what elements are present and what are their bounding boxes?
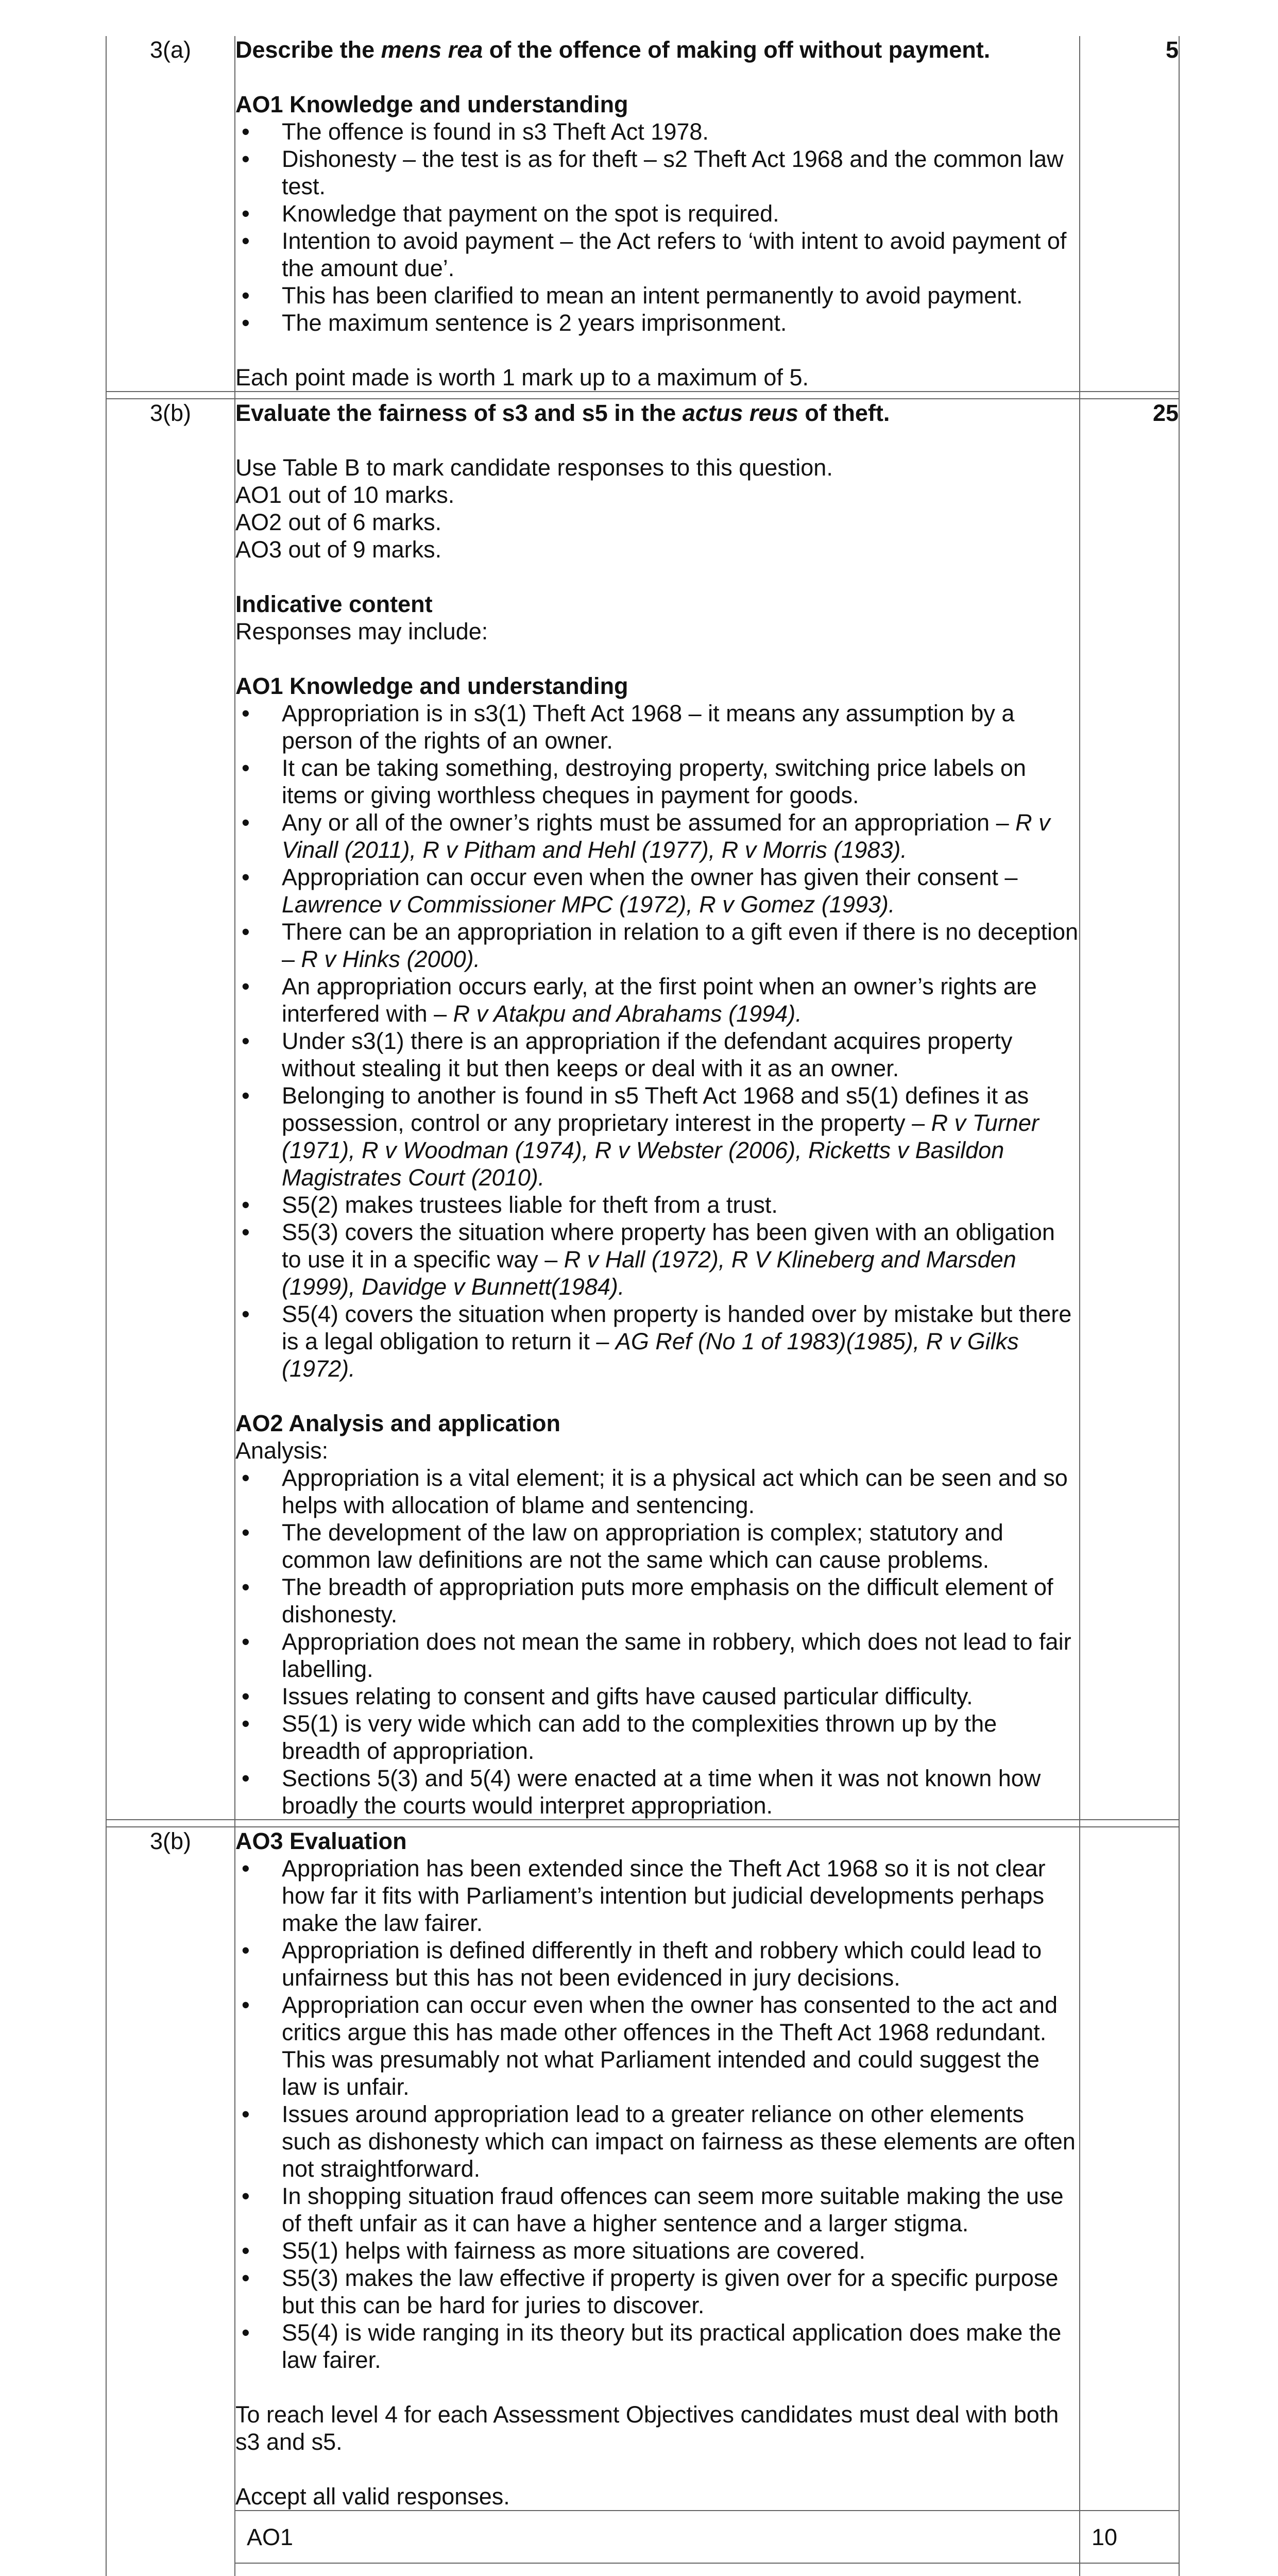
- bullet-item: • Any or all of the owner’s rights must be assumed for an appropriation – R v Vinall (2011), R v Pitham and Hehl (1977), R v Morris (1983).: [235, 809, 1079, 863]
- responses-note: Responses may include:: [235, 618, 488, 645]
- marks-total: 5: [1080, 36, 1179, 392]
- mark-scheme-page: [106, 36, 1179, 2576]
- indicative-heading: Indicative content: [235, 591, 433, 617]
- ao-value: 10: [1080, 2511, 1179, 2563]
- ao-row: [106, 2511, 1179, 2563]
- question-3a-content: [235, 36, 1080, 392]
- bullet-item: • An appropriation occurs early, at the first point when an owner’s rights are interfered with – R v Atakpu and Abrahams (1994).: [235, 973, 1079, 1027]
- bullet-item: • There can be an appropriation in relation to a gift even if there is no deception – R v Hinks (2000).: [235, 918, 1079, 973]
- ao-label: [235, 2563, 1080, 2576]
- bullet-item: • S5(1) helps with fairness as more situations are covered.: [235, 2237, 1079, 2264]
- question-text: Evaluate the fairness of s3 and s5 in the actus reus of theft.: [235, 400, 890, 426]
- mark-scheme-table: [106, 36, 1180, 2576]
- bullet-item: • The development of the law on appropriation is complex; statutory and common law definitions are not the same which can cause problems.: [235, 1519, 1079, 1573]
- bullet-item: • Appropriation can occur even when the owner has consented to the act and critics argue this has made other offences in the Theft Act 1968 redundant. This was presumably not what Parliament intended and could suggest the law is unfair.: [235, 1991, 1079, 2100]
- bullet-item: • It can be taking something, destroying property, switching price labels on items or giving worthless cheques in payment for goods.: [235, 754, 1079, 809]
- question-3b-content: [235, 399, 1080, 1820]
- marks-empty: [1080, 1827, 1179, 2511]
- bullet-item: • Issues around appropriation lead to a greater reliance on other elements such as dishonesty which can impact on fairness as these elements are often not straightforward.: [235, 2100, 1079, 2182]
- bullet-item: • Appropriation has been extended since the Theft Act 1968 so it is not clear how far it fits with Parliament’s intention but judicial developments perhaps make the law fairer.: [235, 1855, 1079, 1937]
- ao-label: AO1: [235, 2511, 1080, 2563]
- ao3-bullet-list: [235, 1855, 1079, 2374]
- bullet-item: • S5(4) covers the situation when property is handed over by mistake but there is a legal obligation to return it – AG Ref (No 1 of 1983)(1985), R v Gilks (1972).: [235, 1300, 1079, 1382]
- bullet-item: • Appropriation can occur even when the owner has given their consent – Lawrence v Commissioner MPC (1972), R v Gomez (1993).: [235, 863, 1079, 918]
- use-table-note: Use Table B to mark candidate responses to this question.: [235, 454, 833, 481]
- ao3-heading: AO3 Evaluation: [235, 1828, 407, 1854]
- question-number: 3(a): [106, 36, 235, 392]
- case-citation: R v Atakpu and Abrahams (1994).: [453, 1001, 802, 1027]
- bullet-item: • Appropriation does not mean the same in robbery, which does not lead to fair labelling.: [235, 1628, 1079, 1683]
- case-citation: R v Turner (1971), R v Woodman (1974), R v Webster (2006), Ricketts v Basildon Magistrates Court (2010).: [282, 1110, 1039, 1191]
- bullet-item: • This has been clarified to mean an intent permanently to avoid payment.: [235, 282, 1079, 309]
- case-citation: AG Ref (No 1 of 1983)(1985), R v Gilks (1972).: [282, 1328, 1019, 1382]
- bullet-item: • Dishonesty – the test is as for theft – s2 Theft Act 1968 and the common law test.: [235, 145, 1079, 200]
- bullet-item: • S5(2) makes trustees liable for theft from a trust.: [235, 1191, 1079, 1218]
- bullet-item: • S5(3) makes the law effective if property is given over for a specific purpose but this can be hard for juries to discover.: [235, 2264, 1079, 2319]
- question-3b-row: [106, 399, 1179, 1820]
- ao1-heading: AO1 Knowledge and understanding: [235, 673, 628, 699]
- bullet-item: • Under s3(1) there is an appropriation if the defendant acquires property without stealing it but then keeps or deal with it as an owner.: [235, 1027, 1079, 1082]
- question-number: 3(b): [106, 399, 235, 1820]
- ao1-bullet-list: [235, 118, 1079, 336]
- bullet-item: • Appropriation is a vital element; it is a physical act which can be seen and so helps with allocation of blame and sentencing.: [235, 1464, 1079, 1519]
- case-citation: R v Hinks (2000).: [301, 946, 481, 972]
- bullet-item: • Knowledge that payment on the spot is required.: [235, 200, 1079, 227]
- ao3-marks-note: AO3 out of 9 marks.: [235, 536, 442, 563]
- question-3a-row: [106, 36, 1179, 392]
- ao2-heading: AO2 Analysis and application: [235, 1410, 560, 1436]
- row-separator: [106, 392, 1179, 399]
- level4-note: To reach level 4 for each Assessment Objectives candidates must deal with both s3 and s5.: [235, 2401, 1059, 2455]
- bullet-item: • Belonging to another is found in s5 Theft Act 1968 and s5(1) defines it as possession, control or any proprietary interest in the property – R v Turner (1971), R v Woodman (1974), R v Webster (2006), Ricketts v Basildon Magistrates Court (2010).: [235, 1082, 1079, 1191]
- ao2-bullet-list: [235, 1464, 1079, 1819]
- case-citation: R v Vinall (2011), R v Pitham and Hehl (1977), R v Morris (1983).: [282, 809, 1050, 863]
- marking-note: Each point made is worth 1 mark up to a maximum of 5.: [235, 364, 809, 391]
- question-3b-continued-content: [235, 1827, 1080, 2511]
- ao-value: [1080, 2563, 1179, 2576]
- ao2-marks-note: AO2 out of 6 marks.: [235, 509, 442, 535]
- bullet-item: • Appropriation is in s3(1) Theft Act 1968 – it means any assumption by a person of the rights of an owner.: [235, 700, 1079, 754]
- ao1-marks-note: AO1 out of 10 marks.: [235, 482, 455, 508]
- bullet-item: • The offence is found in s3 Theft Act 1978.: [235, 118, 1079, 145]
- bullet-item: • S5(1) is very wide which can add to the complexities thrown up by the breadth of appropriation.: [235, 1710, 1079, 1765]
- bullet-item: • S5(3) covers the situation where property has been given with an obligation to use it in a specific way – R v Hall (1972), R V Klineberg and Marsden (1999), Davidge v Bunnett(1984).: [235, 1218, 1079, 1300]
- ao1-bullet-list: [235, 700, 1079, 1382]
- bullet-item: • The maximum sentence is 2 years imprisonment.: [235, 309, 1079, 336]
- bullet-item: • Intention to avoid payment – the Act refers to ‘with intent to avoid payment of the amount due’.: [235, 227, 1079, 282]
- question-number: 3(b): [106, 1827, 235, 2576]
- bullet-item: • Sections 5(3) and 5(4) were enacted at a time when it was not known how broadly the courts would interpret appropriation.: [235, 1765, 1079, 1819]
- question-3b-continued-row: [106, 1827, 1179, 2511]
- analysis-label: Analysis:: [235, 1437, 329, 1464]
- bullet-item: • In shopping situation fraud offences can seem more suitable making the use of theft unfair as it can have a higher sentence and a larger stigma.: [235, 2182, 1079, 2237]
- case-citation: R v Hall (1972), R V Klineberg and Marsden (1999), Davidge v Bunnett(1984).: [282, 1246, 1016, 1300]
- bullet-item: • Issues relating to consent and gifts have caused particular difficulty.: [235, 1683, 1079, 1710]
- ao1-heading: AO1 Knowledge and understanding: [235, 91, 628, 117]
- ao-row: [106, 2563, 1179, 2576]
- bullet-item: • S5(4) is wide ranging in its theory but its practical application does make the law fairer.: [235, 2319, 1079, 2374]
- question-text: Describe the mens rea of the offence of making off without payment.: [235, 37, 991, 63]
- bullet-item: • Appropriation is defined differently in theft and robbery which could lead to unfairness but this has not been evidenced in jury decisions.: [235, 1937, 1079, 1991]
- case-citation: Lawrence v Commissioner MPC (1972), R v Gomez (1993).: [282, 891, 895, 918]
- row-separator: [106, 1820, 1179, 1827]
- accept-note: Accept all valid responses.: [235, 2483, 510, 2510]
- bullet-item: • The breadth of appropriation puts more emphasis on the difficult element of dishonesty.: [235, 1573, 1079, 1628]
- marks-total: 25: [1080, 399, 1179, 1820]
